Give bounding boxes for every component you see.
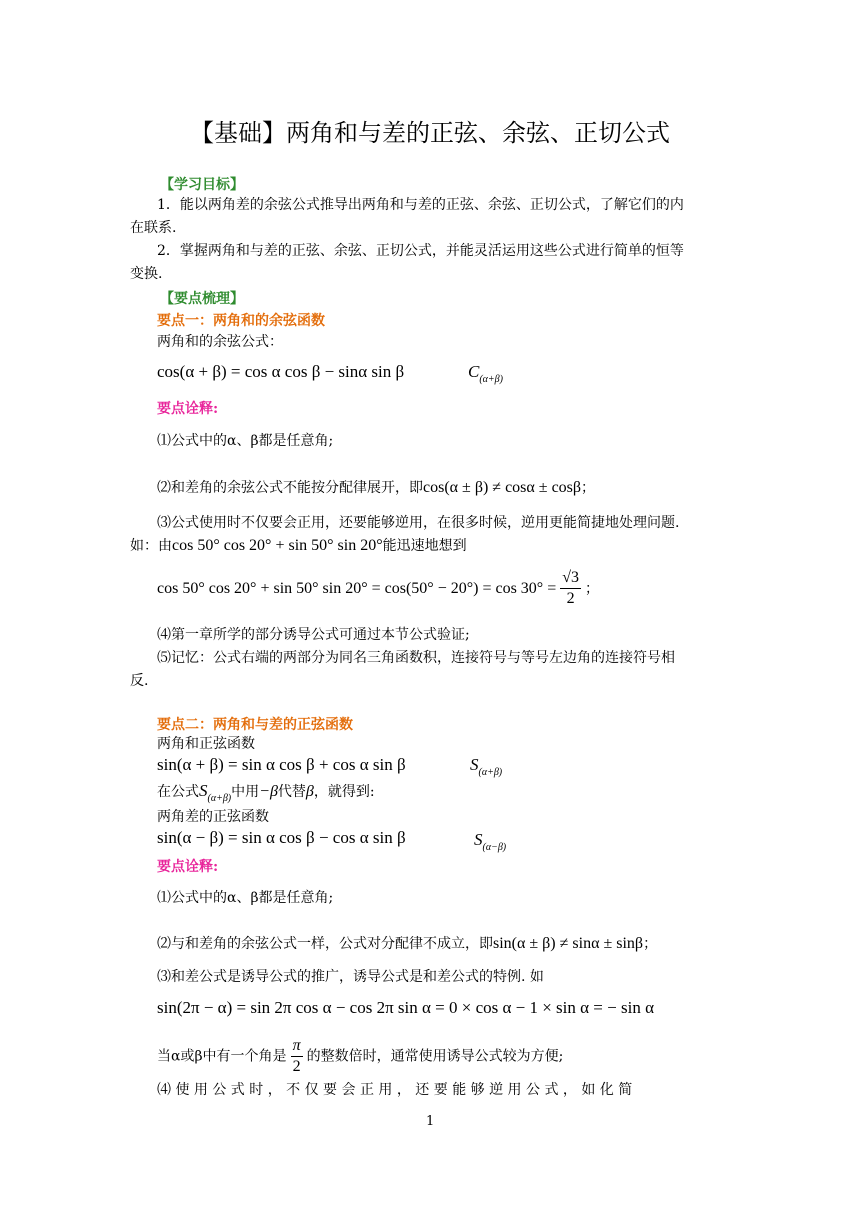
sin-sum-label: $S_{(\alpha+\beta)}$ bbox=[470, 755, 503, 778]
point-2-note-3-tail: 当α或β中有一个角是 $\frac{\pi}{2}$ 的整数倍时，通常使用诱导公式较为方便; bbox=[157, 1037, 564, 1075]
cos-sum-label: $C_{(\alpha+\beta)}$ bbox=[468, 362, 503, 385]
point-1-notes-heading: 要点诠释: bbox=[157, 401, 219, 417]
point-2-note-4: ⑷ 使 用 公 式 时 ， 不 仅 要 会 正 用 ， 还 要 能 够 逆 用 公 式 ， 如 化 简 bbox=[157, 1082, 633, 1098]
sin-diff-label: $S_{(\alpha-\beta)}$ bbox=[474, 830, 507, 853]
goal-1-line-2: 在联系. bbox=[130, 220, 177, 236]
point-2-note-1: ⑴公式中的α、β都是任意角; bbox=[157, 890, 334, 906]
cos-sum-formula: cos(α + β) = cos α cos β − sinα sin β bbox=[157, 362, 405, 381]
point-2-note-3-line-1: ⑶和差公式是诱导公式的推广，诱导公式是和差公式的特例. 如 bbox=[157, 969, 544, 985]
page-number: 1 bbox=[426, 1114, 435, 1129]
substitution-line: 在公式$S_{(\alpha+\beta)}$中用−β代替β，就得到: bbox=[157, 781, 375, 804]
learning-goals-heading: 【学习目标】 bbox=[160, 177, 244, 193]
key-points-heading: 【要点梳理】 bbox=[160, 291, 244, 307]
point-1-note-5-line-2: 反. bbox=[130, 673, 149, 689]
sin-diff-formula: sin(α − β) = sin α cos β − cos α sin β bbox=[157, 828, 406, 847]
point-1-note-3-line-2: 如：由cos 50° cos 20° + sin 50° sin 20°能迅速地想到 bbox=[130, 537, 467, 554]
sin-reduction-example: sin(2π − α) = sin 2π cos α − cos 2π sin α = 0 × cos α − 1 × sin α = − sin α bbox=[157, 998, 654, 1017]
point-1-note-2: ⑵和差角的余弦公式不能按分配律展开，即cos(α ± β) ≠ cosα ± cosβ； bbox=[157, 479, 596, 496]
sin-sum-formula: sin(α + β) = sin α cos β + cos α sin β bbox=[157, 755, 406, 774]
goal-1-line-1: 1．能以两角差的余弦公式推导出两角和与差的正弦、余弦、正切公式，了解它们的内 bbox=[157, 197, 684, 213]
point-1-intro: 两角和的余弦公式： bbox=[157, 334, 283, 350]
point-2-heading: 要点二：两角和与差的正弦函数 bbox=[157, 717, 353, 733]
point-1-note-4: ⑷第一章所学的部分诱导公式可通过本节公式验证; bbox=[157, 627, 470, 643]
point-1-note-5-line-1: ⑸记忆：公式右端的两部分为同名三角函数积，连接符号与等号左边角的连接符号相 bbox=[157, 650, 675, 666]
point-2-intro: 两角和正弦函数 bbox=[157, 736, 255, 752]
point-1-note-1: ⑴公式中的α、β都是任意角; bbox=[157, 433, 334, 449]
goal-2-line-2: 变换. bbox=[130, 266, 163, 282]
page-title: 【基础】两角和与差的正弦、余弦、正切公式 bbox=[190, 119, 670, 147]
point-2-note-2: ⑵与和差角的余弦公式一样，公式对分配律不成立，即sin(α ± β) ≠ sinα ± sinβ； bbox=[157, 935, 658, 952]
point-1-note-3-line-1: ⑶公式使用时不仅要会正用，还要能够逆用，在很多时候，逆用更能简捷地处理问题. bbox=[157, 515, 680, 531]
point-2-intro-2: 两角差的正弦函数 bbox=[157, 809, 269, 825]
cos-identity-example: cos 50° cos 20° + sin 50° sin 20° = cos(50° − 20°) = cos 30° = $\frac{√3}{2}$ ； bbox=[157, 569, 599, 607]
goal-2-line-1: 2．掌握两角和与差的正弦、余弦、正切公式，并能灵活运用这些公式进行简单的恒等 bbox=[157, 243, 684, 259]
point-1-heading: 要点一：两角和的余弦函数 bbox=[157, 313, 325, 329]
point-2-notes-heading: 要点诠释: bbox=[157, 859, 219, 875]
